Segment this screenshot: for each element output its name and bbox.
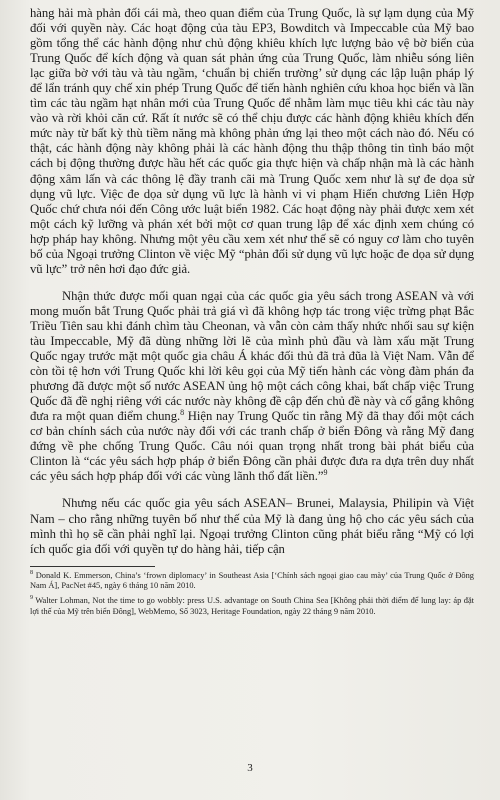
footnote-ref-9: 9 — [323, 468, 328, 478]
paragraph-3 — [30, 496, 474, 556]
paragraph-1-text: hàng hải mà phản đối cái mà, theo quan điểm của Trung Quốc, là sự lạm dụng của Mỹ đối với quyền này. Các hoạt động của tàu EP3, Bowditch và Impeccable của Mỹ bao gồm tổng thể các hành động như chủ động khiêu khích lực lượng bảo vệ bờ biển của Trung Quốc để kích động và quan sát phản ứng của Trung Quốc, làm nhiễu sóng liên lạc giữa bờ với tàu và tàu ngầm, ‘chuẩn bị chiến trường’ sử dụng các lập luận pháp lý để lẩn tránh quy chế xin phép Trung Quốc để tiến hành nghiên cứu khoa học biển và lần tìm các tàu ngầm hạt nhân mới của Trung Quốc để nhằm làm mục tiêu khi các tàu này vào và rời khỏi căn cứ. Rất ít nước sẽ có thể chịu được các hành động khiêu khích đến mức này từ bất kỳ thù tiềm năng mà không phản ứng lại theo một cách nào đó. Nếu có thật, các hành động này không phải là các hành động thu thập thông tin tình báo một cách bị động thường được hầu hết các quốc gia thực hiện và chấp nhận mà là các hành động xâm lấn và các thông lệ đầy tranh cãi mà Trung Quốc xem như là sự đe dọa sử dụng vũ lực. Việc đe dọa sử dụng vũ lực là hành vi vi phạm Hiến chương Liên Hợp Quốc chứ chưa nói đến Công ước luật biển 1982. Các hoạt động này phải được xem xét một cách kỹ lưỡng và phán xét bởi một cơ quan trung lập để xác định xem chúng có hợp pháp hay không. Nhưng một yêu cầu xem xét như thế sẽ có nguy cơ làm cho tuyên bố của Ngoại trưởng Clinton về việc Mỹ “phản đối sử dụng vũ lực hoặc đe dọa sử dụng vũ lực” trở nên hơi đạo đức giả. — [30, 6, 474, 276]
footnote-9-number: 9 — [30, 595, 33, 602]
paragraph-2-text-a: Nhận thức được mối quan ngại của các quốc gia yêu sách trong ASEAN và với mong muốn bắt Trung Quốc phải trả giá vì đã không hợp tác trong việc trừng phạt Bắc Triều Tiên sau khi đánh chìm tàu Cheonan, và vẫn còn cảm thấy nhức nhối sau sự kiện tàu Impeccable, Mỹ đã dùng những lời lẽ của mình phủ đầu và làm xấu mặt Trung Quốc ngay trước mặt một quốc gia châu Á khác đối thủ đã trả đũa là Việt Nam. Vẫn để còn tồi tệ hơn với Trung Quốc khi lời kêu gọi của Mỹ tiến hành các vòng đàm phán đa phương đã được một số nước ASEAN ủng hộ một cách công khai, bất chấp việc Trung Quốc đã đề nghị riêng với các nước này không đề cập đến chủ đề này và cố gắng không đưa ra một quan điểm chung. — [30, 288, 474, 424]
page-number: 3 — [247, 762, 253, 774]
footnote-8-text: Donald K. Emmerson, China’s ‘frown diplomacy’ in Southeast Asia [‘Chính sách ngoại giao cau mày’ của Trung Quốc ở Đông Nam Á], PacNet #45, ngày 6 tháng 10 năm 2010. — [30, 570, 474, 591]
paragraph-1 — [30, 6, 474, 277]
paragraph-3-text: Nhưng nếu các quốc gia yêu sách ASEAN– Brunei, Malaysia, Philipin và Việt Nam – cho rằng những tuyên bố như thế của Mỹ là đang ủng hộ cho các yêu sách của mình thì họ sẽ cần phải nghĩ lại. Ngoại trưởng Clinton cũng phát biểu rằng “Mỹ có lợi ích quốc gia đối với quyền tự do hàng hải, tiếp cận — [30, 496, 474, 556]
paragraph-2 — [30, 289, 474, 485]
footnote-ref-8: 8 — [180, 407, 185, 417]
footnote-8 — [30, 571, 474, 592]
paragraph-2-text-b: Hiện nay Trung Quốc tin rằng Mỹ đã thay đổi một cách cơ bản chính sách của nước này đối với các tranh chấp ở biển Đông và rằng Mỹ đang đứng về phe chống Trung Quốc. Câu nói quan trọng nhất trong bài phát biểu của Clinton là “các yêu sách hợp pháp ở biển Đông cần phải được đưa ra dựa trên duy nhất các yêu sách hợp pháp đối với các vùng lãnh thổ đất liền.” — [30, 409, 474, 484]
footnote-separator — [30, 566, 155, 567]
footnote-9-text: Walter Lohman, Not the time to go wobbly: press U.S. advantage on South China Sea [Không phải thời điểm để lung lay: áp đặt lợi thế của Mỹ trên biển Đông], WebMemo, Số 3023, Heritage Foundation, ngày 22 tháng 9 năm 2010. — [30, 596, 474, 616]
footnote-8-number: 8 — [30, 569, 33, 576]
footnote-9 — [30, 596, 474, 617]
